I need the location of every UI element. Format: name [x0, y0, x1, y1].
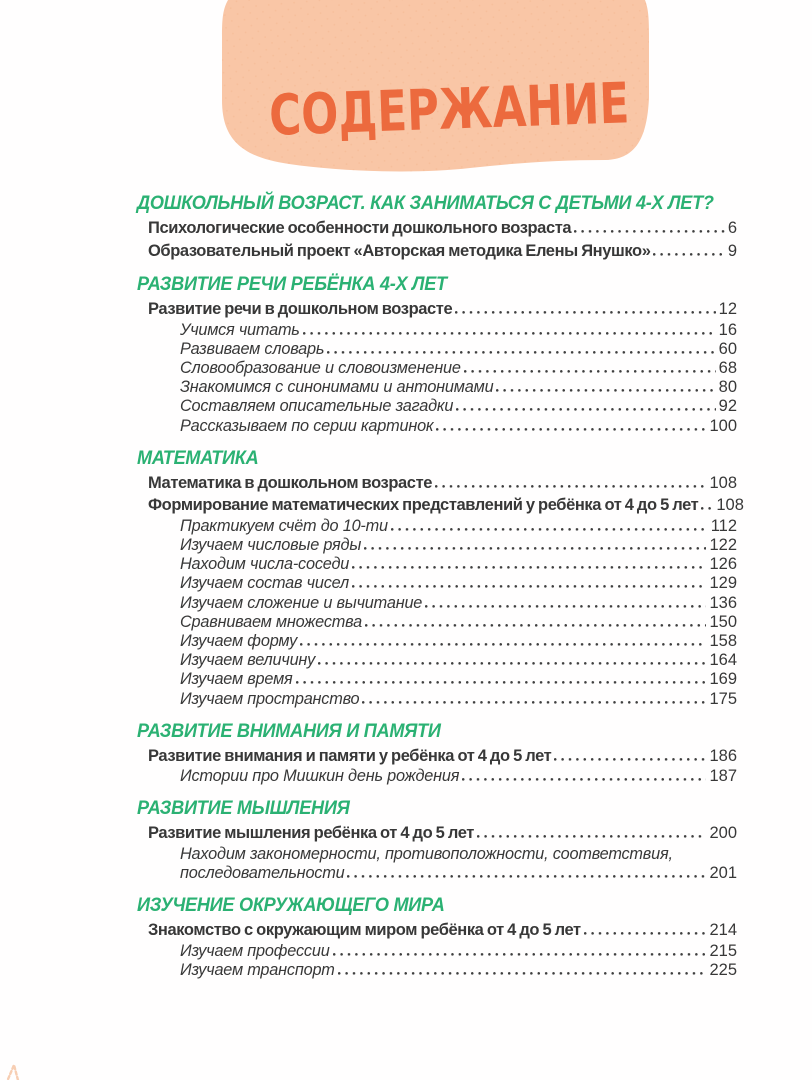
- page-number: 9: [727, 241, 737, 260]
- page-number: 122: [709, 535, 737, 554]
- page-number: 92: [718, 397, 737, 416]
- page-number: 200: [709, 824, 737, 843]
- section-heading: ДОШКОЛЬНЫЙ ВОЗРАСТ. КАК ЗАНИМАТЬСЯ С ДЕТЬМИ 4-Х ЛЕТ?: [137, 192, 714, 214]
- page-number: 68: [718, 358, 737, 377]
- entry-title: Сравниваем множества: [180, 612, 362, 631]
- toc-subentry: [137, 555, 737, 574]
- page-number: 12: [718, 300, 737, 318]
- dot-leader: [435, 485, 706, 488]
- page-number: 150: [709, 612, 737, 631]
- entry-title: последовательности: [180, 864, 345, 883]
- entry-title: Находим закономерности, противоположности, соответствия,: [180, 844, 673, 863]
- entry-title: Словообразование и словоизменение: [180, 358, 461, 377]
- toc-subentry: [137, 632, 737, 651]
- toc-entry: [137, 298, 737, 321]
- entry-title: Изучаем транспорт: [180, 961, 335, 980]
- dot-leader: [391, 528, 708, 531]
- page-number: 60: [718, 339, 737, 358]
- dot-leader: [436, 428, 706, 431]
- toc-subentry: [137, 864, 737, 883]
- entry-title: Образовательный проект «Авторская методика Елены Янушко»: [148, 241, 651, 260]
- dot-leader: [425, 605, 706, 608]
- toc-entry: [137, 240, 737, 263]
- entry-title: Математика в дошкольном возрасте: [148, 473, 433, 492]
- dot-leader: [456, 408, 715, 411]
- dot-leader: [462, 778, 706, 781]
- toc-subentry: [137, 845, 737, 864]
- dot-leader: [327, 351, 715, 354]
- page-number: 129: [709, 574, 737, 593]
- dot-leader: [455, 311, 715, 314]
- dot-leader: [653, 253, 724, 256]
- dot-leader: [333, 953, 707, 956]
- entry-title: Развитие мышления ребёнка от 4 до 5 лет: [148, 824, 474, 843]
- page-number: 164: [709, 651, 737, 670]
- corner-decoration-icon: [1, 1058, 27, 1080]
- page-number: 225: [709, 961, 737, 980]
- entry-title: Формирование математических представлений у ребёнка от 4 до 5 лет: [148, 496, 699, 515]
- dot-leader: [300, 643, 706, 646]
- toc-entry: [137, 494, 744, 517]
- toc-subentry: [137, 417, 737, 436]
- page-number: 6: [727, 219, 737, 237]
- dot-leader: [352, 585, 707, 588]
- entry-title: Психологические особенности дошкольного возраста: [148, 219, 572, 237]
- page-number: 108: [709, 473, 737, 492]
- entry-title: Учимся читать: [180, 320, 300, 339]
- entry-title: Изучаем величину: [180, 651, 316, 670]
- page-number: 80: [718, 378, 737, 397]
- page-number: 112: [710, 516, 737, 535]
- page-number: 126: [709, 555, 737, 574]
- entry-title: Развитие речи в дошкольном возрасте: [148, 300, 453, 318]
- toc-subentry: [137, 670, 737, 689]
- section-heading: РАЗВИТИЕ МЫШЛЕНИЯ: [137, 797, 350, 820]
- page-number: 108: [716, 496, 744, 515]
- toc-entry: [137, 822, 737, 845]
- dot-leader: [362, 701, 706, 704]
- entry-title: Изучаем пространство: [180, 689, 360, 708]
- toc-subentry: [137, 517, 737, 536]
- page-number: 100: [709, 416, 737, 435]
- dot-leader: [303, 332, 716, 335]
- section-heading: ИЗУЧЕНИЕ ОКРУЖАЮЩЕГО МИРА: [137, 894, 445, 917]
- page-number: 186: [709, 746, 737, 765]
- toc-subentry: [137, 397, 737, 416]
- entry-title: Истории про Мишкин день рождения: [180, 767, 460, 786]
- dot-leader: [296, 681, 707, 684]
- dot-leader: [464, 370, 716, 373]
- toc-subentry: [137, 961, 737, 980]
- entry-title: Составляем описательные загадки: [180, 397, 454, 416]
- page-number: 215: [709, 941, 737, 960]
- entry-title: Практикуем счёт до 10-ти: [180, 516, 388, 535]
- toc-subentry: [137, 651, 737, 670]
- dot-leader: [574, 230, 725, 233]
- section-heading: РАЗВИТИЕ ВНИМАНИЯ И ПАМЯТИ: [137, 719, 441, 742]
- toc-entry: [137, 919, 737, 942]
- toc-subentry: [137, 690, 737, 709]
- toc-entry: [137, 472, 737, 495]
- section-heading: РАЗВИТИЕ РЕЧИ РЕБЁНКА 4-Х ЛЕТ: [137, 273, 447, 295]
- toc-subentry: [137, 594, 737, 613]
- dot-leader: [347, 875, 706, 878]
- toc-subentry: [137, 574, 737, 593]
- toc-subentry: [137, 321, 737, 340]
- entry-title: Изучаем форму: [180, 631, 298, 650]
- entry-title: Развиваем словарь: [180, 339, 325, 358]
- toc-entry: [137, 217, 737, 240]
- entry-title: Изучаем числовые ряды: [180, 535, 362, 554]
- toc-subentry: [137, 359, 737, 378]
- toc-entry: [137, 745, 737, 768]
- entry-title: Изучаем профессии: [180, 941, 330, 960]
- page-number: 214: [709, 921, 737, 940]
- dot-leader: [477, 835, 707, 838]
- toc-subentry: [137, 613, 737, 632]
- dot-leader: [318, 662, 706, 665]
- page-title: СОДЕРЖАНИЕ: [268, 71, 631, 149]
- toc-subentry: [137, 378, 737, 397]
- entry-title: Развитие внимания и памяти у ребёнка от 4 до 5 лет: [148, 746, 552, 765]
- dot-leader: [364, 547, 706, 550]
- dot-leader: [554, 758, 706, 761]
- toc: [137, 191, 744, 980]
- dot-leader: [338, 972, 707, 975]
- dot-leader: [496, 389, 715, 392]
- page-number: 158: [709, 631, 737, 650]
- toc-subentry: [137, 942, 737, 961]
- entry-title: Рассказываем по серии картинок: [180, 416, 434, 435]
- entry-title: Изучаем состав чисел: [180, 574, 349, 593]
- page-number: 169: [709, 670, 737, 689]
- entry-title: Знакомимся с синонимами и антонимами: [180, 378, 494, 397]
- dot-leader: [352, 566, 706, 569]
- page-number: 201: [709, 864, 737, 883]
- dot-leader: [701, 507, 713, 510]
- entry-title: Изучаем сложение и вычитание: [180, 593, 423, 612]
- page-number: 136: [709, 593, 737, 612]
- entry-title: Знакомство с окружающим миром ребёнка от 4 до 5 лет: [148, 921, 581, 940]
- toc-subentry: [137, 536, 737, 555]
- toc-subentry: [137, 340, 737, 359]
- section-heading: МАТЕМАТИКА: [137, 446, 259, 469]
- page-number: 187: [709, 767, 737, 786]
- page-number: 16: [718, 320, 737, 339]
- entry-title: Находим числа-соседи: [180, 555, 350, 574]
- page-number: 175: [709, 689, 737, 708]
- dot-leader: [584, 932, 707, 935]
- entry-title: Изучаем время: [180, 670, 293, 689]
- dot-leader: [365, 624, 707, 627]
- toc-subentry: [137, 767, 737, 786]
